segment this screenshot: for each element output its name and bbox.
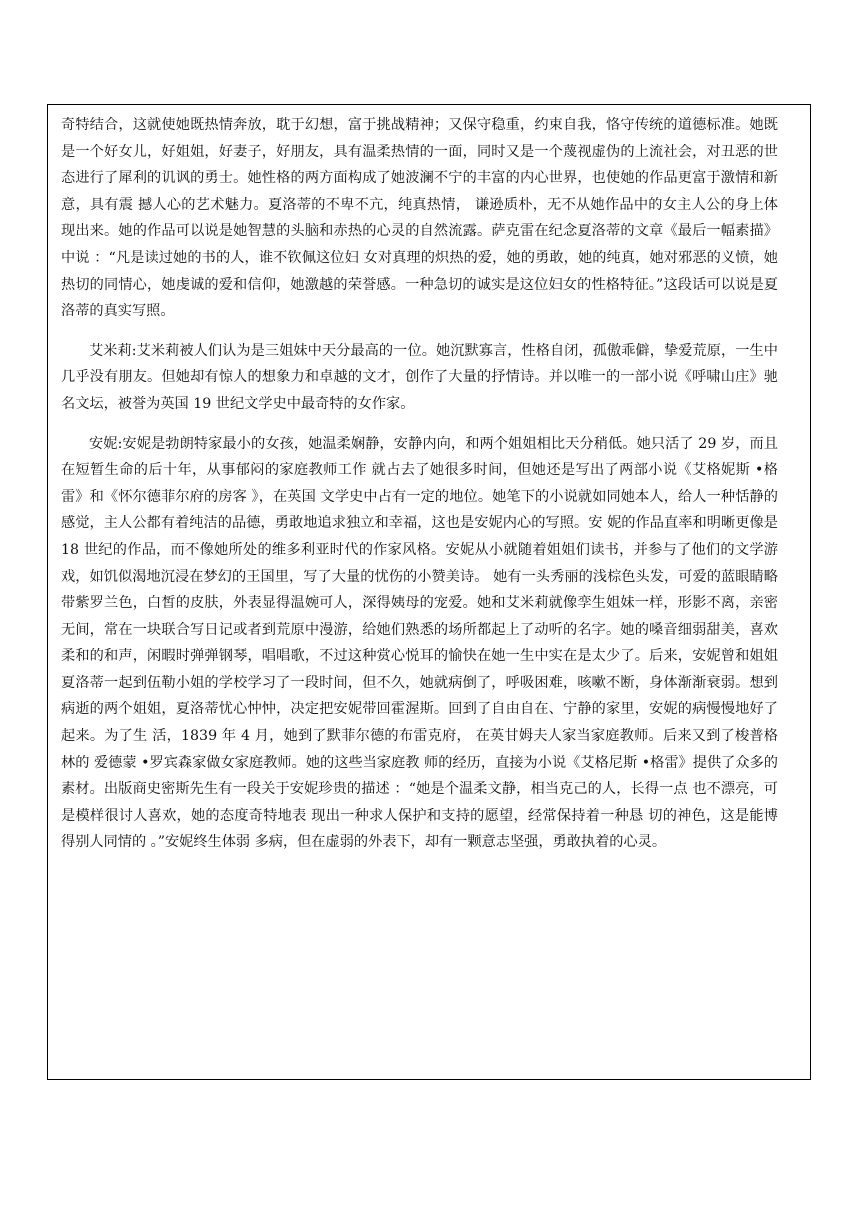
paragraph-emily: 艾米莉:艾米莉被人们认为是三姐妹中天分最高的一位。她沉默寡言，性格自闭，孤傲乖僻，挚爱荒原，一生中几乎没有朋友。但她却有惊人的想象力和卓越的文才，创作了大量的抒情诗。并以唯一的一部小说《呼啸山庄》驰名文坛，被誉为英国 19 世纪文学史中最奇特的女作家。 <box>61 342 778 412</box>
paragraph-charlotte: 奇特结合，这就使她既热情奔放，耽于幻想，富于挑战精神；又保守稳重，约束自我，恪守传统的道德标准。她既是一个好女儿，好姐姐，好妻子，好朋友，具有温柔热情的一面，同时又是一个蔑视虚伪的上流社会，对丑恶的世态进行了犀利的讥讽的勇士。她性格的两方面构成了她波澜不宁的丰富的内心世界，也使她的作品更富于激情和新意，具有震 撼人心的艺术魅力。夏洛蒂的不卑不亢，纯真热情， 谦逊质朴，无不从她作品中的女主人公的身上体现出来。她的作品可以说是她智慧的头脑和赤热的心灵的自然流露。萨克雷在纪念夏洛蒂的文章《最后一幅素描》中说 ：“凡是读过她的书的人，谁不钦佩这位妇 女对真理的炽热的爱，她的勇敢，她的纯真，她对邪恶的义愤，她热切的同情心，她虔诚的爱和信仰，她激越的荣誉感。一种急切的诚实是这位妇女的性格特征。”这段话可以说是夏洛蒂的真实写照。 <box>61 117 778 320</box>
document-body <box>61 112 778 856</box>
paragraph-anne: 安妮:安妮是勃朗特家最小的女孩，她温柔娴静，安静内向，和两个姐姐相比天分稍低。她只活了 29 岁，而且在短暂生命的后十年，从事郁闷的家庭教师工作 就占去了她很多时间，但她还是写出了两部小说《艾格妮斯 •格雷》和《怀尔德菲尔府的房客 》，在英国 文学史中占有一定的地位。她笔下的小说就如同她本人，给人一种恬静的感觉，主人公都有着纯洁的品德，勇敢地追求独立和幸福，这也是安妮内心的写照。安 妮的作品直率和明晰更像是 18 世纪的作品，而不像她所处的维多利亚时代的作家风格。安妮从小就随着姐姐们读书，并参与了他们的文学游戏，如饥似渴地沉浸在梦幻的王国里，写了大量的忧伤的小赞美诗。 她有一头秀丽的浅棕色头发，可爱的蓝眼睛略带紫罗兰色，白皙的皮肤，外表显得温婉可人，深得姨母的宠爱。她和艾米莉就像孪生姐妹一样，形影不离，亲密无间，常在一块联合写日记或者到荒原中漫游，给她们熟悉的场所都起上了动听的名字。她的嗓音细弱甜美，喜欢柔和的和声，闲暇时弹弹钢琴，唱唱歌，不过这种赏心悦耳的愉快在她一生中实在是太少了。后来，安妮曾和姐姐夏洛蒂一起到伍勒小姐的学校学习了一段时间，但不久，她就病倒了，呼吸困难，咳嗽不断，身体渐渐衰弱。想到病逝的两个姐姐，夏洛蒂忧心忡忡，决定把安妮带回霍渥斯。回到了自由自在、宁静的家里，安妮的病慢慢地好了起来。为了生 活，1839 年 4 月，她到了默菲尔德的布雷克府， 在英甘姆夫人家当家庭教师。后来又到了梭普格林的 爱德蒙 •罗宾森家做女家庭教师。她的这些当家庭教 师的经历，直接为小说《艾格尼斯 •格雷》提供了众多的素材。出版商史密斯先生有一段关于安妮珍贵的描述 ：“她是个温柔文静，相当克己的人，长得一点 也不漂亮，可是模样很讨人喜欢，她的态度奇特地表 现出一种求人保护和支持的愿望，经常保持着一种恳 切的神色，这是能博得别人同情的 。”安妮终生体弱 多病，但在虚弱的外表下，却有一颗意志坚强，勇敢执着的心灵。 <box>61 435 778 851</box>
